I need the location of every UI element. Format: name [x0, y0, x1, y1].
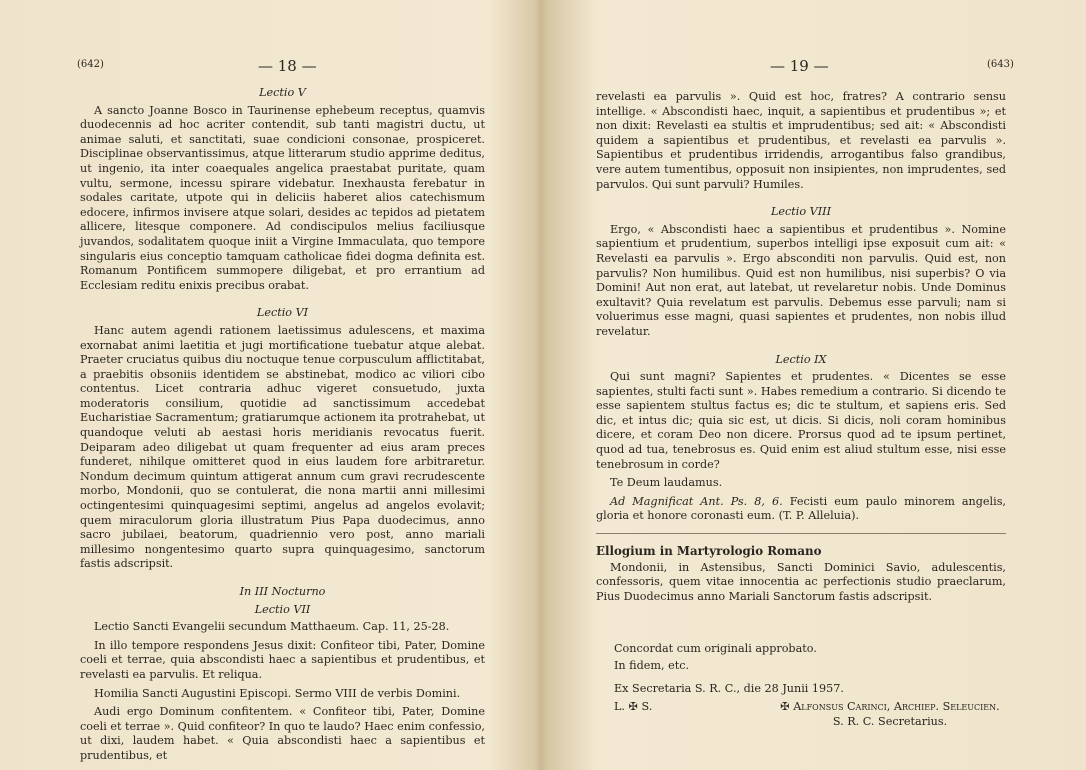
right-page-number: (643)	[987, 59, 1014, 70]
concord-line-3: Ex Secretaria S. R. C., die 28 Junii 1957.	[614, 681, 844, 695]
lectio-viii-text: Ergo, « Abscondisti haec a sapientibus et prudentibus ». Nomine sapientium et prudentium, superbos intelligi ipse exposuit cum ait: « Revelasti ea parvulis ». Ergo absconditi non parvulis. Quid est, non parvulis? Non humilibus. Quid est non humilibus, nisi superbis? O via Domini! Aut non erat, aut latebat, ut revelaretur nobis. Unde Dominus exultavit? Quia revelatum est parvulis. Debemus esse parvuli; nam si voluerimus esse magni, quasi sapientes et prudentes, non nobis illud revelatur.	[596, 222, 1006, 338]
homily-text: Audi ergo Dominum confitentem. « Confiteor tibi, Pater, Domine coeli et terrae ». Quid confiteor? In quo te laudo? Haec enim confessio, ut dixi, laudem habet. « Quia abscondisti haec a sapientibus et prudentibus, et	[80, 705, 485, 762]
lectio-v-heading: Lectio V	[259, 86, 306, 99]
lectio-ix-heading: Lectio IX	[775, 352, 827, 366]
signer-title: S. R. C. Secretarius.	[832, 714, 948, 728]
right-page-body	[596, 90, 1006, 730]
left-page	[0, 0, 540, 770]
left-page-number: (642)	[77, 59, 104, 70]
right-page	[546, 0, 1086, 770]
homily-continuation: revelasti ea parvulis ». Quid est hoc, fratres? A contrario sensu intellige. « Abscondisti haec, inquit, a sapientibus et prudentibus »; et non dixit: Revelasti ea stultis et imprudentibus; sed ait: « Abscondisti quidem a sapientibus et prudentibus, et revelasti ea parvulis ». Sapientibus et prudentibus irridendis, arrogantibus falso grandibus, vere autem tumentibus, opposuit non insipientes, non imprudentes, sed parvulos. Qui sunt parvuli? Humiles.	[596, 90, 1006, 191]
magnificat-antiphon	[596, 495, 1006, 524]
magnificat-text: Fecisti eum paulo minorem angelis, gloria et honore coronasti eum. (T. P. Alleluia).	[596, 494, 1006, 523]
divider-rule	[596, 533, 1006, 534]
right-page-header	[546, 57, 1086, 73]
homily-title: Homilia Sancti Augustini Episcopi. Sermo VIII de verbis Domini.	[94, 686, 461, 700]
nocturn-heading: In III Nocturno	[239, 585, 326, 598]
signature-block	[774, 700, 1006, 729]
lectio-vi-text: Hanc autem agendi rationem laetissimus adulescens, et maxima exornabat animi laetitia et jugi mortificatione tuebatur atque alebat. Praeter cruciatus quibus diu noctuque tenue corpusculum afflictitabat, a praebitis obsoniis identidem se abstinebat, modico ac viliori cibo contentus. Licet contraria adhuc vigeret consuetudo, juxta moderatoris consilium, quotidie ad sanctissimum accedebat Eucharistiae Sacramentum; gratiarumque actionem ita protrahebat, ut quandoque veluti ab aestasi horis meridianis revocatus fuerit. Deiparam adeo diligebat ut quam frequenter ad eius aram preces funderet, nihilque omitteret quod in eius laudem fore arbitraretur. Nondum decimum quintum attigerat annum cum gravi recrudescente morbo, Mondonii, quo se contulerat, die nona martii anni millesimi octingentesimi quinquagesimi septimi, angelus ad angelos evolavit; quem miraculorum gloria illustratum Pius Papa duodecimus, anno sacro jubilaei, beatorum, quadriennio vero post, anno mariali millesimo nongentesimo quarto supra quinquagesimo, sanctorum fastis adscripsit.	[80, 323, 485, 571]
magnificat-label: Ad Magnificat Ant. Ps. 8, 6.	[610, 494, 783, 508]
signature-row	[596, 700, 1006, 730]
lectio-viii-heading: Lectio VIII	[770, 205, 832, 219]
left-folio: — 18 —	[258, 57, 317, 75]
lectio-ix-text: Qui sunt magni? Sapientes et prudentes. « Dicentes se esse sapientes, stulti facti sunt ». Habes remedium a contrario. Si dicendo te esse sapientem stultus factus es; dic te stultum, et sapiens eris. Sed dic, et intus dic; quia sic est, ut dicis. Si dicis, noli coram hominibus dicere, et coram Deo non dicere. Prorsus quod ad te ipsum pertinet, quod ad tua, tenebrosus es. Quid enim est aliud stultum esse, nisi esse tenebrosum in corde?	[596, 370, 1006, 471]
ellogium-title: Ellogium in Martyrologio Romano	[596, 544, 822, 559]
gospel-text: In illo tempore respondens Jesus dixit: Confiteor tibi, Pater, Domine coeli et terrae, quia abscondisti haec a sapientibus et prudentibus, et revelasti ea parvulis. Et reliqua.	[80, 638, 485, 681]
lectio-vii-heading: Lectio VII	[254, 602, 311, 616]
signer-name: ✠ Alfonsus Carinci, Archiep. Seleucien.	[780, 700, 1000, 714]
left-page-body	[80, 86, 485, 768]
left-page-header	[0, 57, 540, 73]
concord-line-2: In fidem, etc.	[614, 659, 690, 672]
te-deum: Te Deum laudamus.	[610, 476, 723, 490]
lectio-vi-heading: Lectio VI	[256, 306, 309, 320]
gospel-intro: Lectio Sancti Evangelii secundum Matthaeum. Cap. 11, 25-28.	[94, 620, 450, 634]
concord-line-1: Concordat cum originali approbato.	[614, 642, 817, 656]
lectio-v-text: A sancto Joanne Bosco in Taurinense ephebeum receptus, quamvis duodecennis ad hoc acriter contendit, sub tanti magistri ductu, ut animae saluti, et sanctitati, suae condicioni consonae, prospiceret. Disciplinae observantissimus, atque litterarum studio apprime deditus, ut ingenio, ita inter coaequales angelica praestabat puritate, quam vultu, sermone, incessu spirare videbatur. Inexhausta ferebatur in sodales caritate, utpote qui in deliciis haberet alios catechismum edocere, infirmos invisere atque solari, desides ac tepidos ad pietatem allicere, litesque componere. Ad condiscipulos melius faciliusque juvandos, sodalitatem quoque iniit a Virgine Immaculata, quo tempore singularis eius conceptio tamquam catholicae fidei dogma definita est. Romanum Pontificem summopere diligebat, et pro errantium ad Ecclesiam reditu enixis precibus orabat.	[80, 103, 485, 292]
ellogium-text: Mondonii, in Astensibus, Sancti Dominici Savio, adulescentis, confessoris, quem vitae innocentia ac perfectionis studio praeclarum, Pius Duodecimus anno Mariali Sanctorum fastis adscripsit.	[596, 560, 1006, 603]
seal-mark: L. ✠ S.	[614, 700, 653, 714]
right-folio: — 19 —	[770, 57, 829, 75]
